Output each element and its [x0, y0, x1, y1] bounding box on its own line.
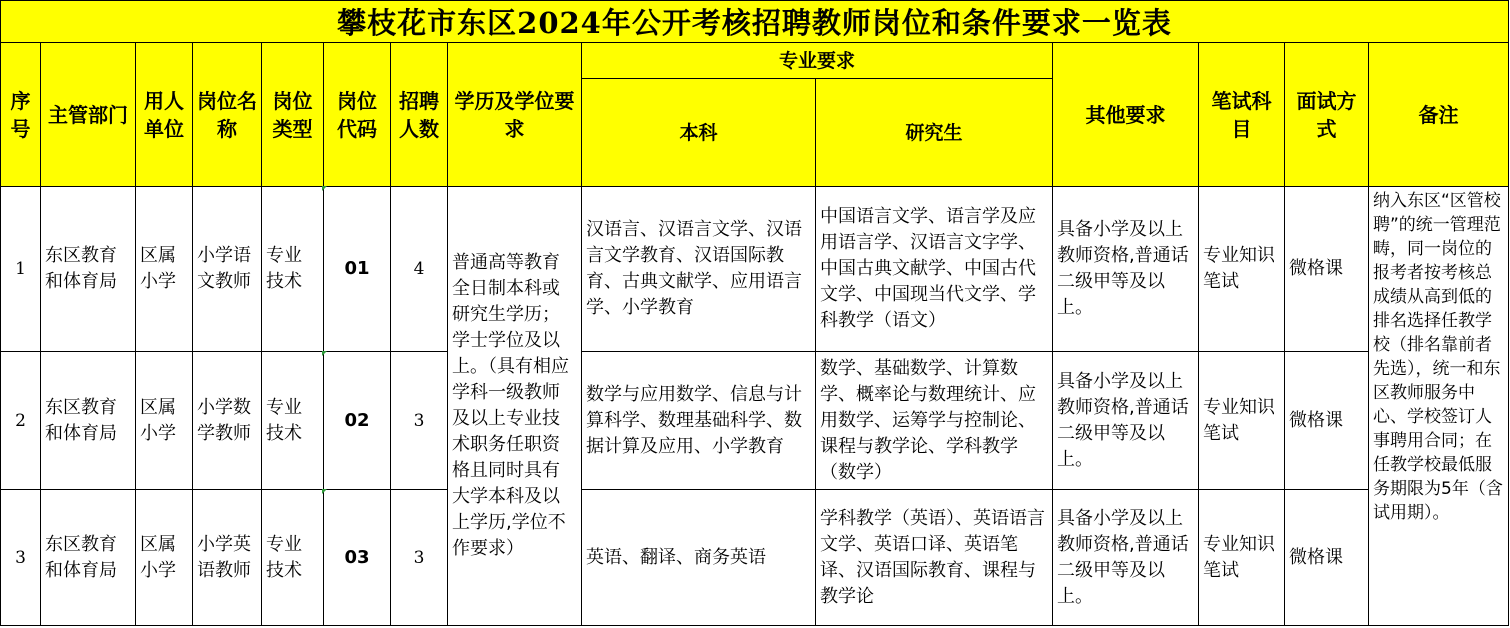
header-written-exam: 笔试科目: [1199, 43, 1285, 187]
header-seq: 序号: [1, 43, 41, 187]
education-requirement: 普通高等教育全日制本科或研究生学历；学士学位及以上。（具有相应学科一级教师及以上专业技术职务任职资格且同时具有大学本科及以上学历,学位不作要求）: [448, 187, 582, 626]
header-remarks: 备注: [1369, 43, 1509, 187]
row-undergrad-majors: 英语、翻译、商务英语: [582, 490, 816, 626]
header-employer: 用人单位: [136, 43, 193, 187]
row-other-requirements: 具备小学及以上教师资格,普通话二级甲等及以上。: [1053, 352, 1199, 490]
header-other: 其他要求: [1053, 43, 1199, 187]
row-employer: 区属小学: [136, 187, 193, 352]
row-department: 东区教育和体育局: [41, 352, 136, 490]
row-department: 东区教育和体育局: [41, 490, 136, 626]
row-employer: 区属小学: [136, 352, 193, 490]
cell-comment-marker: [322, 186, 327, 191]
header-hire-count: 招聘人数: [391, 43, 448, 187]
header-graduate: 研究生: [816, 79, 1053, 187]
header-education: 学历及学位要求: [448, 43, 582, 187]
row-seq: 1: [1, 187, 41, 352]
row-interview: 微格课: [1285, 352, 1369, 490]
row-interview: 微格课: [1285, 490, 1369, 626]
remarks-note: 纳入东区“区管校聘”的统一管理范畴，同一岗位的报考者按考核总成绩从高到低的排名选择任教学校（排名靠前者先选），统一和东区教师服务中心、学校签订人事聘用合同；在任教学校最低服务期限为5年（含试用期）。: [1369, 187, 1509, 626]
header-position-name: 岗位名称: [193, 43, 262, 187]
row-employer: 区属小学: [136, 490, 193, 626]
row-hire-count: 3: [391, 352, 448, 490]
row-position-type: 专业技术: [262, 490, 324, 626]
row-position-name: 小学数学教师: [193, 352, 262, 490]
header-interview: 面试方式: [1285, 43, 1369, 187]
row-position-name: 小学语文教师: [193, 187, 262, 352]
row-position-code: 01: [324, 187, 391, 352]
page-title: 攀枝花市东区2024年公开考核招聘教师岗位和条件要求一览表: [1, 1, 1509, 43]
row-position-type: 专业技术: [262, 352, 324, 490]
row-graduate-majors: 中国语言文学、语言学及应用语言学、汉语言文字学、中国古典文献学、中国古代文学、中国现当代文学、学科教学（语文）: [816, 187, 1053, 352]
header-major-group: 专业要求: [582, 43, 1053, 79]
row-other-requirements: 具备小学及以上教师资格,普通话二级甲等及以上。: [1053, 187, 1199, 352]
table-row: [1, 187, 1509, 352]
cell-comment-marker: [322, 351, 327, 356]
row-department: 东区教育和体育局: [41, 187, 136, 352]
row-hire-count: 3: [391, 490, 448, 626]
row-graduate-majors: 数学、基础数学、计算数学、概率论与数理统计、应用数学、运筹学与控制论、课程与教学论、学科教学（数学）: [816, 352, 1053, 490]
row-seq: 3: [1, 490, 41, 626]
cell-comment-marker: [322, 489, 327, 494]
row-seq: 2: [1, 352, 41, 490]
row-written-exam: 专业知识笔试: [1199, 490, 1285, 626]
header-department: 主管部门: [41, 43, 136, 187]
row-undergrad-majors: 汉语言、汉语言文学、汉语言文学教育、汉语国际教育、古典文献学、应用语言学、小学教育: [582, 187, 816, 352]
table-row: [1, 490, 1509, 626]
row-position-code: 03: [324, 490, 391, 626]
row-interview: 微格课: [1285, 187, 1369, 352]
row-written-exam: 专业知识笔试: [1199, 352, 1285, 490]
row-position-type: 专业技术: [262, 187, 324, 352]
header-position-code: 岗位代码: [324, 43, 391, 187]
row-other-requirements: 具备小学及以上教师资格,普通话二级甲等及以上。: [1053, 490, 1199, 626]
row-position-name: 小学英语教师: [193, 490, 262, 626]
table-row: [1, 352, 1509, 490]
row-position-code: 02: [324, 352, 391, 490]
row-undergrad-majors: 数学与应用数学、信息与计算科学、数理基础科学、数据计算及应用、小学教育: [582, 352, 816, 490]
header-undergrad: 本科: [582, 79, 816, 187]
row-written-exam: 专业知识笔试: [1199, 187, 1285, 352]
row-graduate-majors: 学科教学（英语）、英语语言文学、英语口译、英语笔译、汉语国际教育、课程与教学论: [816, 490, 1053, 626]
row-hire-count: 4: [391, 187, 448, 352]
header-position-type: 岗位类型: [262, 43, 324, 187]
